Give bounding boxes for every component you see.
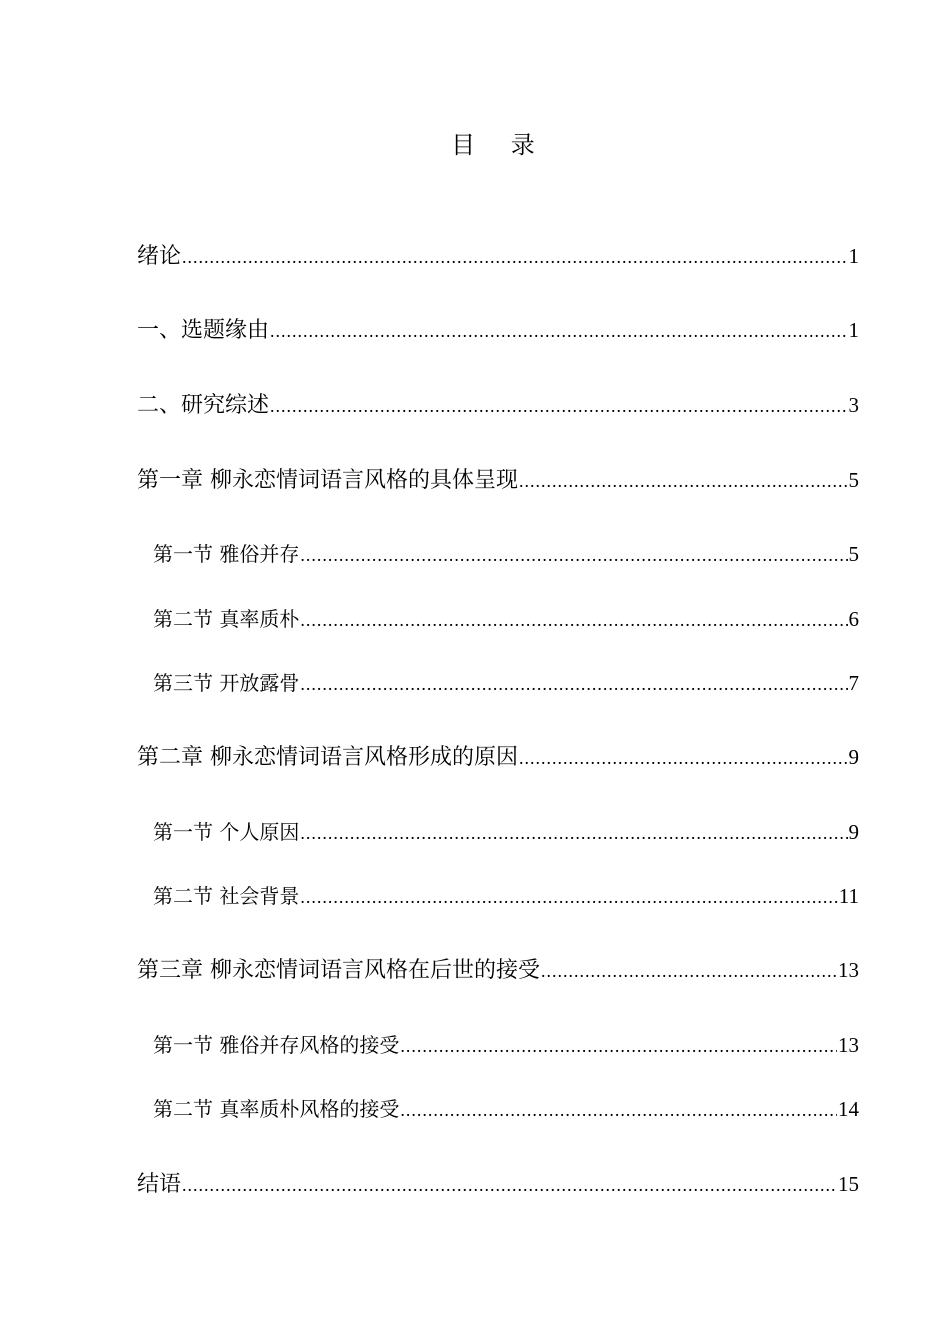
toc-leader-dots <box>400 1029 837 1063</box>
toc-leader-dots <box>519 741 848 775</box>
toc-leader-dots <box>300 880 837 914</box>
toc-page-number: 3 <box>848 393 859 417</box>
toc-entry-ch2-sec2[interactable] <box>137 879 859 913</box>
toc-label: 第一节 个人原因 <box>153 820 300 844</box>
toc-label: 第二节 真率质朴 <box>153 607 300 631</box>
toc-leader-dots <box>300 538 847 572</box>
toc-entry-ch3-sec2[interactable] <box>137 1092 859 1126</box>
toc-label: 一、选题缘由 <box>137 318 270 343</box>
toc-label: 第三节 开放露骨 <box>153 671 300 695</box>
toc-page-number: 7 <box>848 671 859 695</box>
toc-entry-ch1-sec1[interactable] <box>137 537 859 571</box>
toc-entry-ch2-sec1[interactable] <box>137 815 859 849</box>
toc-leader-dots <box>182 240 847 274</box>
toc-entry-chapter-3[interactable] <box>137 953 859 987</box>
toc-leader-dots <box>519 464 848 498</box>
toc-page-number: 11 <box>838 884 859 908</box>
toc-label: 结语 <box>137 1172 182 1197</box>
toc-label: 二、研究综述 <box>137 393 270 418</box>
toc-entry-ch3-sec1[interactable] <box>137 1028 859 1062</box>
toc-entry-ch1-sec3[interactable] <box>137 666 859 700</box>
toc-label: 第二节 社会背景 <box>153 884 300 908</box>
toc-page-number: 5 <box>848 542 859 566</box>
toc-entry-research-review[interactable] <box>137 388 859 422</box>
toc-leader-dots <box>300 816 847 850</box>
toc-page-number: 5 <box>848 468 859 492</box>
toc-leader-dots <box>270 314 847 348</box>
toc-label: 第一章 柳永恋情词语言风格的具体呈现 <box>137 468 518 493</box>
toc-leader-dots <box>300 667 847 701</box>
toc-leader-dots <box>541 954 837 988</box>
toc-leader-dots <box>400 1093 837 1127</box>
toc-entry-chapter-2[interactable] <box>137 740 859 774</box>
toc-page-number: 13 <box>838 1033 859 1057</box>
toc-label: 绪论 <box>137 244 182 269</box>
toc-page-number: 1 <box>848 244 859 268</box>
toc-label: 第二章 柳永恋情词语言风格形成的原因 <box>137 745 518 770</box>
toc-entry-intro[interactable] <box>137 239 859 273</box>
toc-leader-dots <box>270 389 847 423</box>
toc-leader-dots <box>182 1168 837 1202</box>
toc-entry-conclusion[interactable] <box>137 1167 859 1201</box>
toc-page-number: 1 <box>848 318 859 342</box>
toc-label: 第三章 柳永恋情词语言风格在后世的接受 <box>137 958 540 983</box>
toc-entry-topic-reason[interactable] <box>137 313 859 347</box>
toc-page-number: 9 <box>848 745 859 769</box>
toc-label: 第一节 雅俗并存 <box>153 542 300 566</box>
page-title: 目 录 <box>451 131 549 159</box>
toc-entry-ch1-sec2[interactable] <box>137 602 859 636</box>
toc-label: 第二节 真率质朴风格的接受 <box>153 1097 400 1121</box>
toc-leader-dots <box>300 603 847 637</box>
toc-page-number: 6 <box>848 607 859 631</box>
toc-page-number: 15 <box>838 1172 859 1196</box>
toc-label: 第一节 雅俗并存风格的接受 <box>153 1033 400 1057</box>
toc-page-number: 9 <box>848 820 859 844</box>
toc-entry-chapter-1[interactable] <box>137 463 859 497</box>
toc-page-number: 14 <box>838 1097 859 1121</box>
toc-page-number: 13 <box>838 958 859 982</box>
